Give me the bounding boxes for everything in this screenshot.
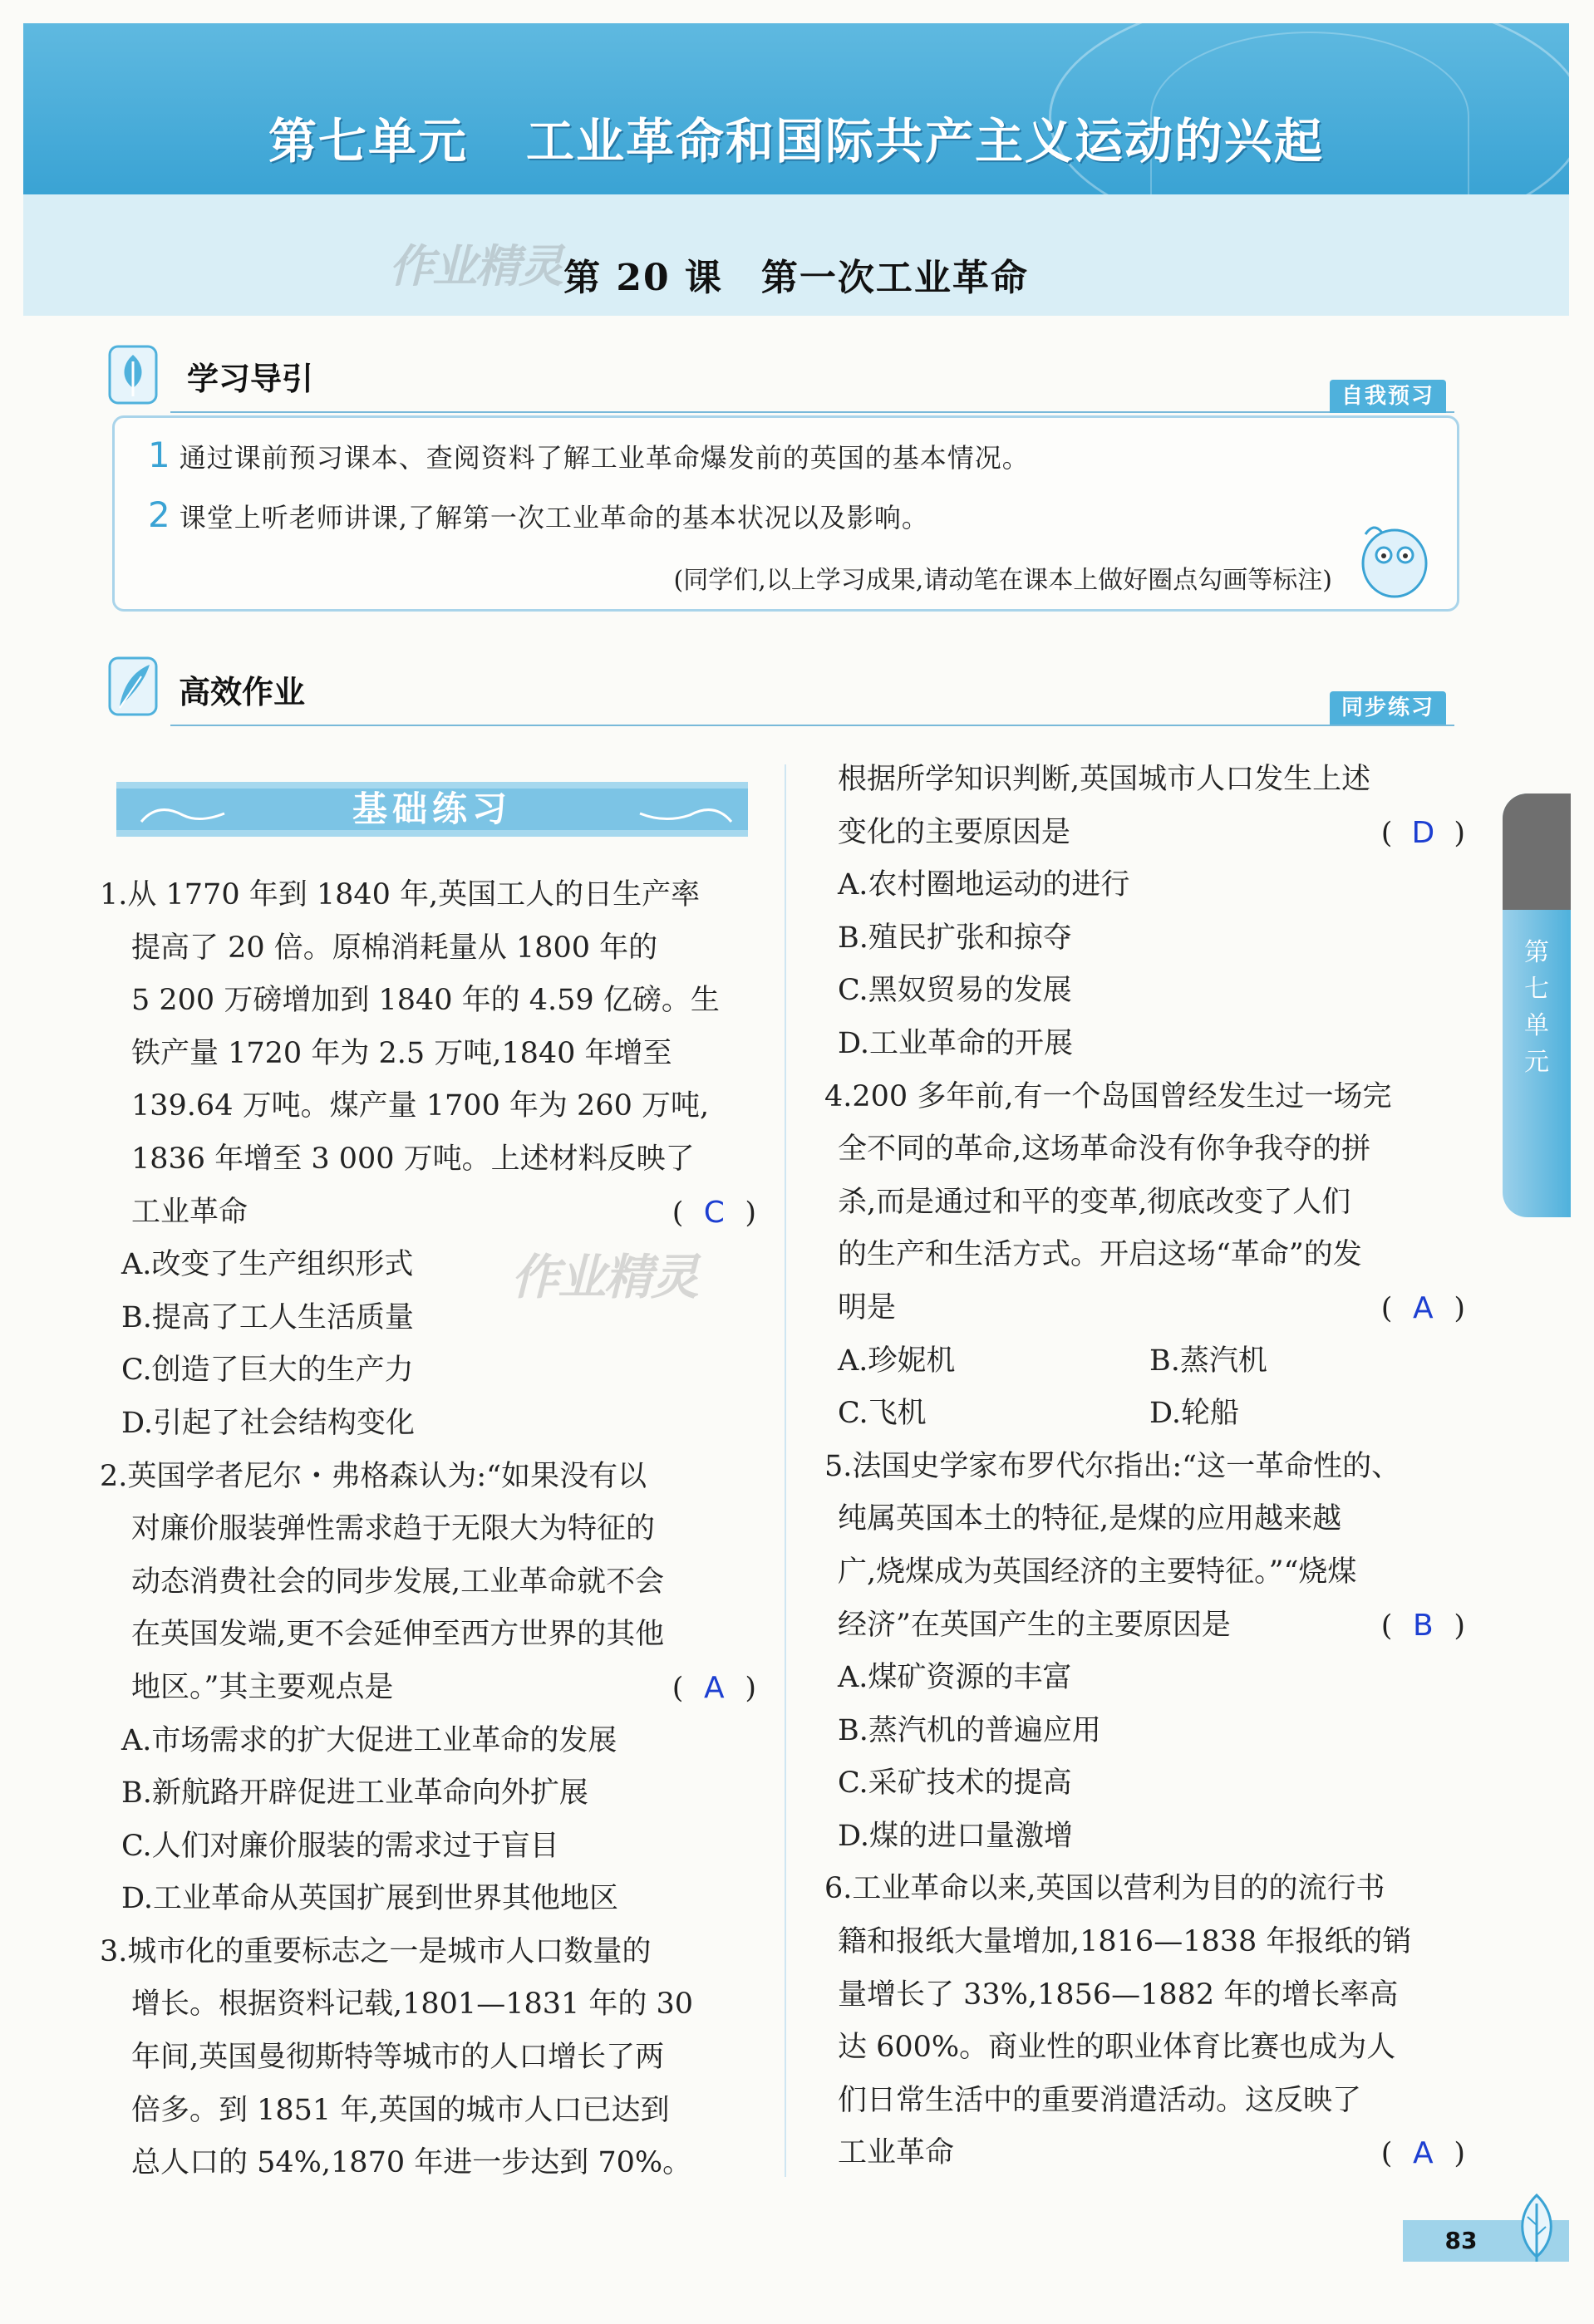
column-divider <box>785 764 786 2177</box>
question-4-line: 4.200 多年前,有一个岛国曾经发生过一场完 <box>824 1079 1392 1113</box>
question-3-line: 年间,英国曼彻斯特等城市的人口增长了两 <box>131 2041 665 2075</box>
question-5-line: 纯属英国本土的特征,是煤的应用越来越 <box>838 1502 1342 1536</box>
question-3-option: D.工业革命的开展 <box>838 1026 1073 1060</box>
question-1-option: A.改变了生产组织形式 <box>121 1248 414 1282</box>
answer-letter: A <box>1413 1290 1434 1325</box>
homework-divider <box>170 725 1454 726</box>
homework-heading: 高效作业 <box>179 674 306 710</box>
question-2-line: 动态消费社会的同步发展,工业革命就不会 <box>131 1565 665 1599</box>
guide-item-number: 2 <box>148 494 171 535</box>
question-5-option: C.采矿技术的提高 <box>838 1766 1072 1801</box>
question-3-line: 增长。根据资料记载,1801—1831 年的 30 <box>131 1987 694 2022</box>
answer-letter: B <box>1412 1608 1434 1643</box>
question-1-line: 工业革命 <box>131 1195 248 1229</box>
question-2-line: 在英国发端,更不会延伸至西方世界的其他 <box>131 1618 665 1652</box>
unit-name: 工业革命和国际共产主义运动的兴起 <box>526 113 1325 170</box>
question-2-line: 对廉价服装弹性需求趋于无限大为特征的 <box>131 1512 656 1546</box>
question-1-option: D.引起了社会结构变化 <box>121 1406 415 1440</box>
side-tab-label: 第 七 单 元 <box>1524 938 1549 1077</box>
question-3-stem-end <box>838 807 1465 860</box>
self-preview-tag: 自我预习 <box>1330 380 1446 413</box>
question-1-line: 提高了 20 倍。原棉消耗量从 1800 年的 <box>131 931 658 965</box>
lesson-title: 第 20 课 第一次工业革命 <box>563 257 1029 299</box>
question-1-line: 5 200 万磅增加到 1840 年的 4.59 亿磅。生 <box>131 984 720 1018</box>
question-3-line: 变化的主要原因是 <box>838 815 1071 849</box>
question-6-line: 达 600%。商业性的职业体育比赛也成为人 <box>838 2031 1396 2065</box>
question-4-line: 明是 <box>838 1290 897 1324</box>
question-5-line: 广,烧煤成为英国经济的主要特征。”“烧煤 <box>838 1555 1357 1589</box>
unit-number: 第七单元 <box>268 113 468 170</box>
question-2-stem-end <box>100 1662 756 1715</box>
question-3-option: B.殖民扩张和掠夺 <box>838 921 1072 955</box>
question-1-line: 铁产量 1720 年为 2.5 万吨,1840 年增至 <box>131 1036 672 1070</box>
answer-letter: A <box>1413 2136 1434 2171</box>
question-6-line: 籍和报纸大量增加,1816—1838 年报纸的销 <box>838 1925 1412 1959</box>
watermark: 作业精灵 <box>511 1249 698 1305</box>
unit-side-tab <box>1503 794 1571 1217</box>
question-3-answer: ( D ) <box>1381 807 1465 861</box>
question-6-answer: ( A ) <box>1381 2127 1465 2181</box>
guide-item-text: 通过课前预习课本、查阅资料了解工业革命爆发前的英国的基本情况。 <box>179 442 1030 474</box>
watermark: 作业精灵 <box>389 240 562 292</box>
question-1-option: B.提高了工人生活质量 <box>121 1300 414 1334</box>
guide-heading: 学习导引 <box>187 361 314 397</box>
question-6-line: 6.工业革命以来,英国以营利为目的的流行书 <box>824 1872 1385 1906</box>
mascot-icon <box>1357 518 1432 601</box>
question-3-option: C.黑奴贸易的发展 <box>838 974 1072 1008</box>
guide-item-number: 1 <box>148 435 171 475</box>
quill-icon <box>108 656 158 716</box>
question-6-line: 量增长了 33%,1856—1882 年的增长率高 <box>838 1978 1399 2012</box>
question-3-line: 根据所学知识判断,英国城市人口发生上述 <box>838 763 1371 796</box>
question-6-line: 工业革命 <box>838 2136 955 2170</box>
guide-divider <box>170 411 1454 413</box>
question-1-option: C.创造了巨大的生产力 <box>121 1354 414 1388</box>
answer-letter: C <box>703 1195 725 1230</box>
basic-practice-label: 基础练习 <box>352 789 512 829</box>
question-5-option: A.煤矿资源的丰富 <box>838 1661 1072 1695</box>
question-2-option: B.新航路开辟促进工业革命向外扩展 <box>121 1776 588 1811</box>
question-5-stem-end <box>838 1599 1465 1653</box>
question-4-option: B.蒸汽机 <box>1149 1344 1267 1378</box>
question-5-option: B.蒸汽机的普遍应用 <box>838 1713 1101 1747</box>
question-1-line: 1.从 1770 年到 1840 年,英国工人的日生产率 <box>100 878 701 911</box>
question-5-answer: ( B ) <box>1381 1599 1465 1653</box>
question-1-line: 139.64 万吨。煤产量 1700 年为 260 万吨, <box>131 1089 710 1123</box>
question-1-line: 1836 年增至 3 000 万吨。上述材料反映了 <box>131 1142 695 1176</box>
question-5-line: 5.法国史学家布罗代尔指出:“这一革命性的、 <box>824 1449 1401 1483</box>
unit-title-bar <box>23 23 1569 194</box>
question-4-answer: ( A ) <box>1381 1282 1465 1336</box>
side-tab-top <box>1503 794 1571 910</box>
leaf-icon <box>108 345 158 405</box>
page-number: 83 <box>1444 2227 1478 2254</box>
question-4-line: 杀,而是通过和平的变革,彻底改变了人们 <box>838 1185 1351 1219</box>
left-column <box>100 869 756 2190</box>
question-4-options-row <box>838 1335 1465 1388</box>
guide-item-1 <box>148 435 1030 475</box>
question-4-line: 全不同的革命,这场革命没有你争我夺的拼 <box>838 1133 1371 1167</box>
question-4-line: 的生产和生活方式。开启这场“革命”的发 <box>838 1238 1362 1272</box>
answer-letter: A <box>704 1670 725 1705</box>
sync-practice-tag: 同步练习 <box>1330 691 1446 725</box>
guide-item-text: 课堂上听老师讲课,了解第一次工业革命的基本状况以及影响。 <box>179 502 929 533</box>
page-number-bar <box>1403 2220 1569 2262</box>
basic-practice-banner <box>116 777 748 842</box>
question-2-answer: ( A ) <box>672 1662 756 1716</box>
question-3-line: 3.城市化的重要标志之一是城市人口数量的 <box>100 1934 652 1968</box>
question-2-option: A.市场需求的扩大促进工业革命的发展 <box>121 1723 617 1757</box>
question-3-option: A.农村圈地运动的进行 <box>838 868 1130 902</box>
answer-letter: D <box>1411 815 1435 850</box>
right-column <box>824 754 1465 2180</box>
question-4-option: C.飞机 <box>838 1397 927 1431</box>
question-2-line: 地区。”其主要观点是 <box>131 1670 394 1704</box>
question-2-option: C.人们对廉价服装的需求过于盲目 <box>121 1829 559 1863</box>
question-3-line: 总人口的 54%,1870 年进一步达到 70%。 <box>131 2146 692 2180</box>
question-4-stem-end <box>838 1282 1465 1335</box>
guide-box <box>112 415 1459 612</box>
question-6-line: 们日常生活中的重要消遣活动。这反映了 <box>838 2083 1362 2117</box>
question-4-options-row <box>838 1388 1465 1441</box>
unit-title <box>23 102 1569 172</box>
question-2-option: D.工业革命从英国扩展到世界其他地区 <box>121 1882 618 1916</box>
question-1-answer: ( C ) <box>672 1187 756 1241</box>
question-6-stem-end <box>838 2127 1465 2180</box>
guide-item-2 <box>148 494 929 535</box>
question-4-option: A.珍妮机 <box>838 1344 956 1378</box>
question-4-option: D.轮船 <box>1149 1397 1239 1431</box>
question-5-option: D.煤的进口量激增 <box>838 1819 1073 1853</box>
question-5-line: 经济”在英国产生的主要原因是 <box>838 1608 1231 1642</box>
question-2-line: 2.英国学者尼尔・弗格森认为:“如果没有以 <box>100 1459 647 1493</box>
leaf-icon <box>1508 2192 1566 2262</box>
guide-note: (同学们,以上学习成果,请动笔在课本上做好圈点勾画等标注) <box>673 566 1332 595</box>
header-banner <box>23 23 1569 316</box>
question-1-stem-end <box>100 1187 756 1240</box>
question-3-line: 倍多。到 1851 年,英国的城市人口已达到 <box>131 2093 670 2127</box>
